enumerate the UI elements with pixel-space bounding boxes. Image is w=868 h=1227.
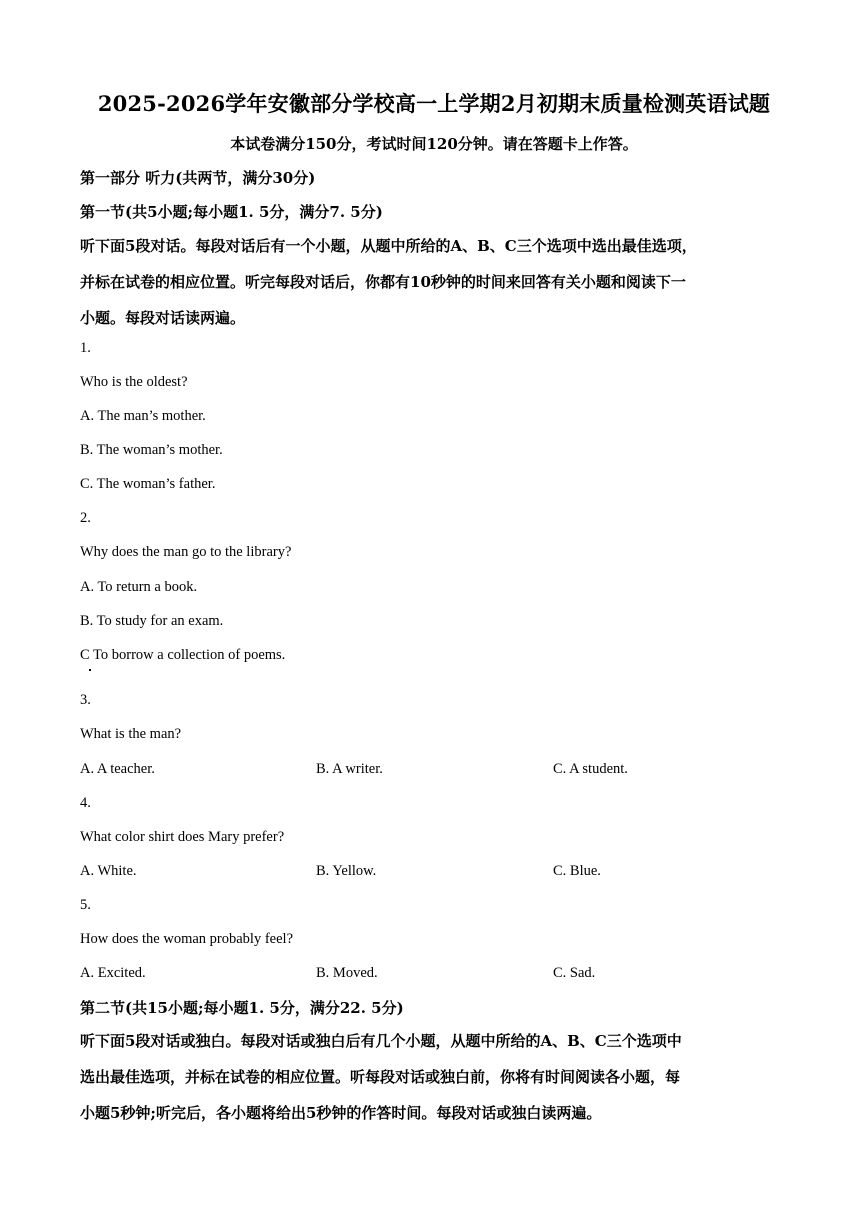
question-number: 3. [80,692,91,708]
question-option: B. Yellow. [316,863,377,879]
section1-instructions [80,228,792,336]
instruction-line: 小题。每段对话读两遍。 [80,309,246,327]
question-number: 1. [80,340,91,356]
question-option: A. The man’s mother. [80,408,206,424]
stray-dot [89,669,91,671]
question-stem: Who is the oldest? [80,374,188,390]
question-option: C. The woman’s father. [80,476,216,492]
question-option: C. Sad. [553,965,596,981]
question-option: C To borrow a collection of poems. [80,647,286,663]
instruction-line: 并标在试卷的相应位置。听完每段对话后，你都有10秒钟的时间来回答有关小题和阅读下一 [80,273,686,291]
question-stem: How does the woman probably feel? [80,931,294,947]
question-option: A. Excited. [80,965,146,981]
question-number: 2. [80,510,91,526]
question-option: B. Moved. [316,965,378,981]
section2-instructions [80,1023,792,1131]
section2-heading: 第二节(共15小题;每小题1. 5分，满分22. 5分) [80,999,404,1017]
question-stem: Why does the man go to the library? [80,544,292,560]
instruction-line: 听下面5段对话。每段对话后有一个小题，从题中所给的A、B、C三个选项中选出最佳选项， [80,237,697,255]
question-option: A. To return a book. [80,579,198,595]
question-stem: What color shirt does Mary prefer? [80,829,285,845]
instruction-line: 选出最佳选项，并标在试卷的相应位置。听每段对话或独白前，你将有时间阅读各小题，每 [80,1068,681,1086]
question-option: C. A student. [553,761,628,777]
question-option: B. A writer. [316,761,383,777]
question-option: B. To study for an exam. [80,613,224,629]
question-number: 5. [80,897,91,913]
question-number: 4. [80,795,91,811]
instruction-line: 听下面5段对话或独白。每段对话或独白后有几个小题，从题中所给的A、B、C三个选项中 [80,1032,682,1050]
question-stem: What is the man? [80,726,182,742]
question-option: A. White. [80,863,137,879]
question-option: B. The woman’s mother. [80,442,223,458]
exam-subtitle: 本试卷满分150分，考试时间120分钟。请在答题卡上作答。 [230,135,638,153]
instruction-line: 小题5秒钟;听完后，各小题将给出5秒钟的作答时间。每段对话或独白读两遍。 [80,1104,602,1122]
exam-title: 2025-2026学年安徽部分学校高一上学期2月初期末质量检测英语试题 [97,91,771,116]
question-option: A. A teacher. [80,761,155,777]
question-option: C. Blue. [553,863,601,879]
section1-heading: 第一节(共5小题;每小题1. 5分，满分7. 5分) [80,203,383,221]
part1-heading: 第一部分 听力(共两节，满分30分) [80,169,316,187]
